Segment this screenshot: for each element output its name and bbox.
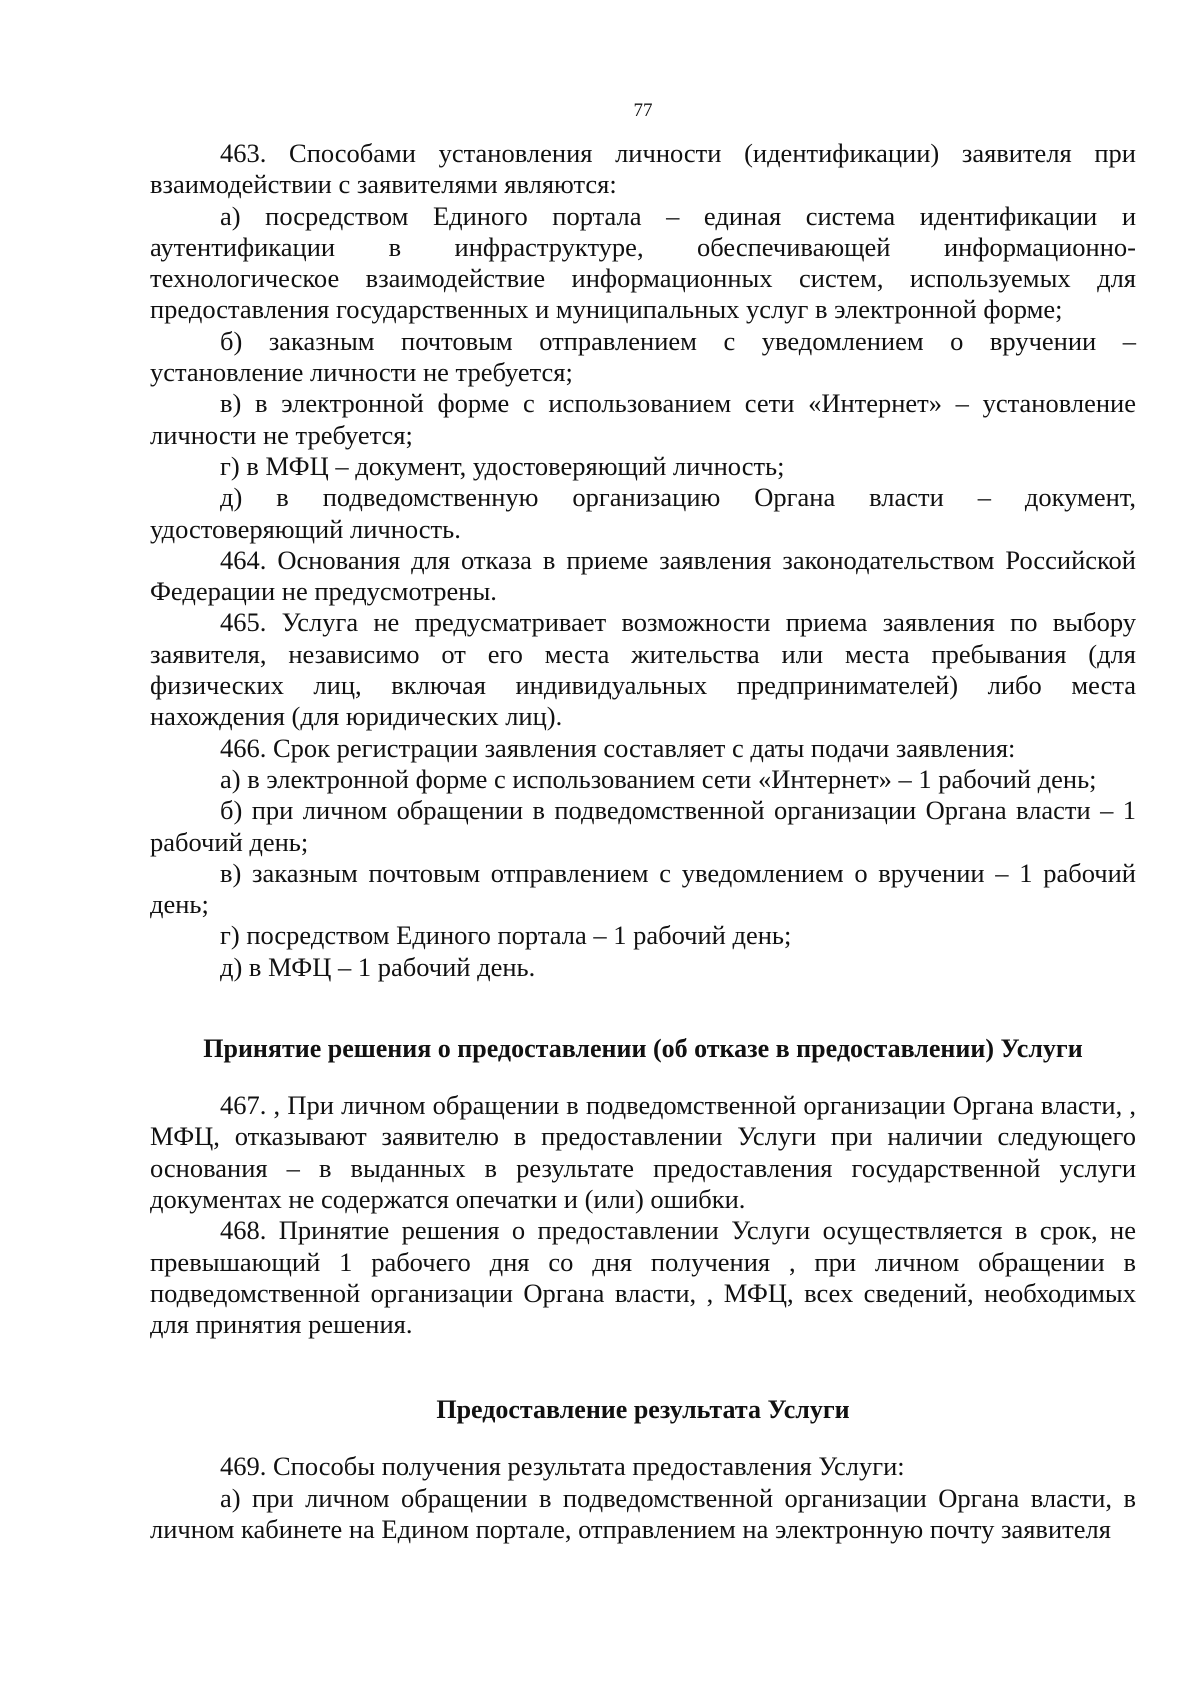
paragraph-466: 466. Срок регистрации заявления составляет с даты подачи заявления: [220, 732, 1016, 763]
list-item-466-v: в) заказным почтовым отправлением с уведомлением о вручении – 1 рабочий день; [150, 857, 1136, 920]
section-heading-decision: Принятие решения о предоставлении (об отказе в предоставлении) Услуги [203, 1034, 1083, 1064]
list-item-466-d: д) в МФЦ – 1 рабочий день. [220, 951, 536, 982]
list-item-469-a: а) при личном обращении в подведомственной организации Органа власти, в личном кабинете на Едином портале, отправлением на электронную почту заявителя [150, 1482, 1136, 1544]
section-heading-result: Предоставление результата Услуги [436, 1395, 850, 1425]
paragraph-465: 465. Услуга не предусматривает возможности приема заявления по выбору заявителя, независимо от его места жительства или места пребывания (для физических лиц, включая индивидуальных предпринимателей) либо места нахождения (для юридических лиц). [150, 607, 1136, 732]
list-item-463-g: г) в МФЦ – документ, удостоверяющий личность; [220, 450, 785, 481]
document-page [150, 100, 1136, 1545]
paragraph-464: 464. Основания для отказа в приеме заявления законодательством Российской Федерации не предусмотрены. [150, 544, 1136, 607]
paragraph-468: 468. Принятие решения о предоставлении Услуги осуществляется в срок, не превышающий 1 рабочего дня со дня получения , при личном обращении в подведомственной организации Органа власти, , МФЦ, всех сведений, необходимых для принятия решения. [150, 1215, 1136, 1340]
section-result [150, 1451, 1136, 1545]
section-decision [150, 1090, 1136, 1340]
list-item-466-g: г) посредством Единого портала – 1 рабочий день; [220, 920, 792, 951]
list-item-463-d: д) в подведомственную организацию Органа власти – документ, удостоверяющий личность. [150, 482, 1136, 544]
list-item-466-b: б) при личном обращении в подведомственной организации Органа власти – 1 рабочий день; [150, 795, 1136, 857]
section-identification [150, 138, 1136, 983]
list-item-463-a: а) посредством Единого портала – единая система идентификации и аутентификации в инфраструктуре, обеспечивающей информационно-технологическое взаимодействие информационных систем, используемых для предоставления государственных и муниципальных услуг в электронной форме; [150, 200, 1136, 325]
list-item-466-a: а) в электронной форме с использованием сети «Интернет» – 1 рабочий день; [220, 763, 1097, 794]
page-number: 77 [633, 100, 653, 121]
list-item-463-v: в) в электронной форме с использованием сети «Интернет» – установление личности не требуется; [150, 388, 1136, 450]
paragraph-467: 467. , При личном обращении в подведомственной организации Органа власти, , МФЦ, отказывают заявителю в предоставлении Услуги при наличии следующего основания – в выданных в результате предоставления государственной услуги документах не содержатся опечатки и (или) ошибки. [150, 1090, 1136, 1214]
paragraph-469: 469. Способы получения результата предоставления Услуги: [220, 1451, 905, 1482]
paragraph-463: 463. Способами установления личности (идентификации) заявителя при взаимодействии с заявителями являются: [150, 138, 1136, 200]
list-item-463-b: б) заказным почтовым отправлением с уведомлением о вручении – установление личности не требуется; [150, 325, 1136, 388]
